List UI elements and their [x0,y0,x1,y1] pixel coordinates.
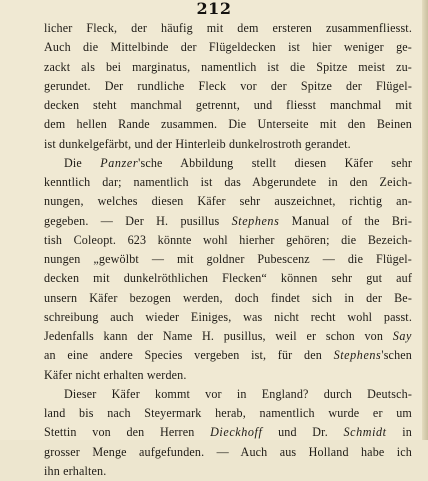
text-line-19 [44,366,412,385]
spaced-name: Panzer [100,155,139,170]
spaced-name: Dieckhoff [210,425,263,440]
text-run: nungen, welches diesen Käfer sehr auszeichnet, richtig an- [44,194,412,209]
text-run: in [386,425,412,440]
text-run: Dieser Käfer kommt vor in England? durch Deutsch- [64,386,412,401]
text-run: gerundet. Der rundliche Fleck vor der Spitze der Flügel- [44,78,412,93]
text-line-04 [44,77,412,96]
text-run: unsern Käfer bezogen werden, doch findet sich in der Be- [44,290,412,305]
text-run: zackt als bei marginatus, namentlich ist die Spitze meist zu- [44,59,412,74]
text-line-09 [44,173,412,192]
text-run: nungen „gewölbt — mit goldner Pubescenz — die Flügel- [44,252,412,266]
text-run: Jedenfalls kann der Name H. pusillus, weil er schon von [44,329,393,343]
text-run: schreibung auch wieder Einiges, was nicht recht wohl passt. [44,309,412,324]
page-number: 212 [196,0,232,18]
text-line-10 [44,192,412,211]
text-run: 'sche Abbildung stellt diesen Käfer sehr [138,155,413,170]
text-line-03 [44,58,412,77]
text-line-15 [44,289,412,308]
text-line-06 [44,115,412,134]
text-run: an eine andere Species vergeben ist, für den [44,348,334,363]
text-run: ihn erhalten. [44,463,107,478]
text-line-17 [44,327,412,346]
text-run: Manual of the Bri- [279,213,412,228]
text-line-13 [44,250,412,269]
text-line-23 [44,443,412,462]
spaced-name: Schmidt [343,425,387,440]
text-line-21 [44,404,412,423]
text-line-02 [44,38,412,57]
text-run: gegeben. — Der H. pusillus [44,213,232,228]
text-run: Stettin von den Herren [44,425,211,440]
text-line-22 [44,423,412,442]
text-run: und Dr. [262,425,344,440]
text-run: land bis nach Steyermark herab, namentlich wurde er um [44,406,412,420]
text-run: Die [64,155,101,170]
text-line-07 [44,135,412,154]
spaced-name: Stephens [231,213,280,228]
text-line-24 [44,462,412,481]
spaced-name: Stephens [333,348,382,363]
text-run: ist dunkelgefärbt, und der Hinterleib dunkelrostroth gerandet. [44,136,351,151]
page-edge-shadow [422,0,428,440]
text-line-01 [44,19,412,38]
text-run: dem hellen Rande zusammen. Die Unterseite mit den Beinen [44,117,412,132]
text-line-14 [44,269,412,288]
text-run: grosser Menge aufgefunden. — Auch aus Holland habe ich [44,444,412,459]
spaced-name: Say [392,329,412,343]
text-run: decken steht manchmal getrennt, und fliesst manchmal mit [44,98,412,112]
text-run: Käfer nicht erhalten werden. [44,367,187,382]
text-run: 'schen [381,348,412,363]
text-line-05 [44,96,412,115]
text-run: Auch die Mittelbinde der Flügeldecken ist hier weniger ge- [44,40,412,55]
text-run: tish Coleopt. 623 könnte wohl hierher gehören; die Bezeich- [44,232,412,247]
body-text [44,19,412,481]
text-line-16 [44,308,412,327]
text-line-20 [44,385,412,404]
text-line-11 [44,212,412,231]
text-line-08 [44,154,412,173]
text-run: licher Fleck, der häufig mit dem ersteren zusammenfliesst. [44,21,412,35]
text-run: kenntlich dar; namentlich ist das Abgerundete in den Zeich- [44,175,412,189]
text-line-18 [44,346,412,365]
text-line-12 [44,231,412,250]
text-run: decken mit dunkelröthlichen Flecken“ können sehr gut auf [44,271,412,286]
